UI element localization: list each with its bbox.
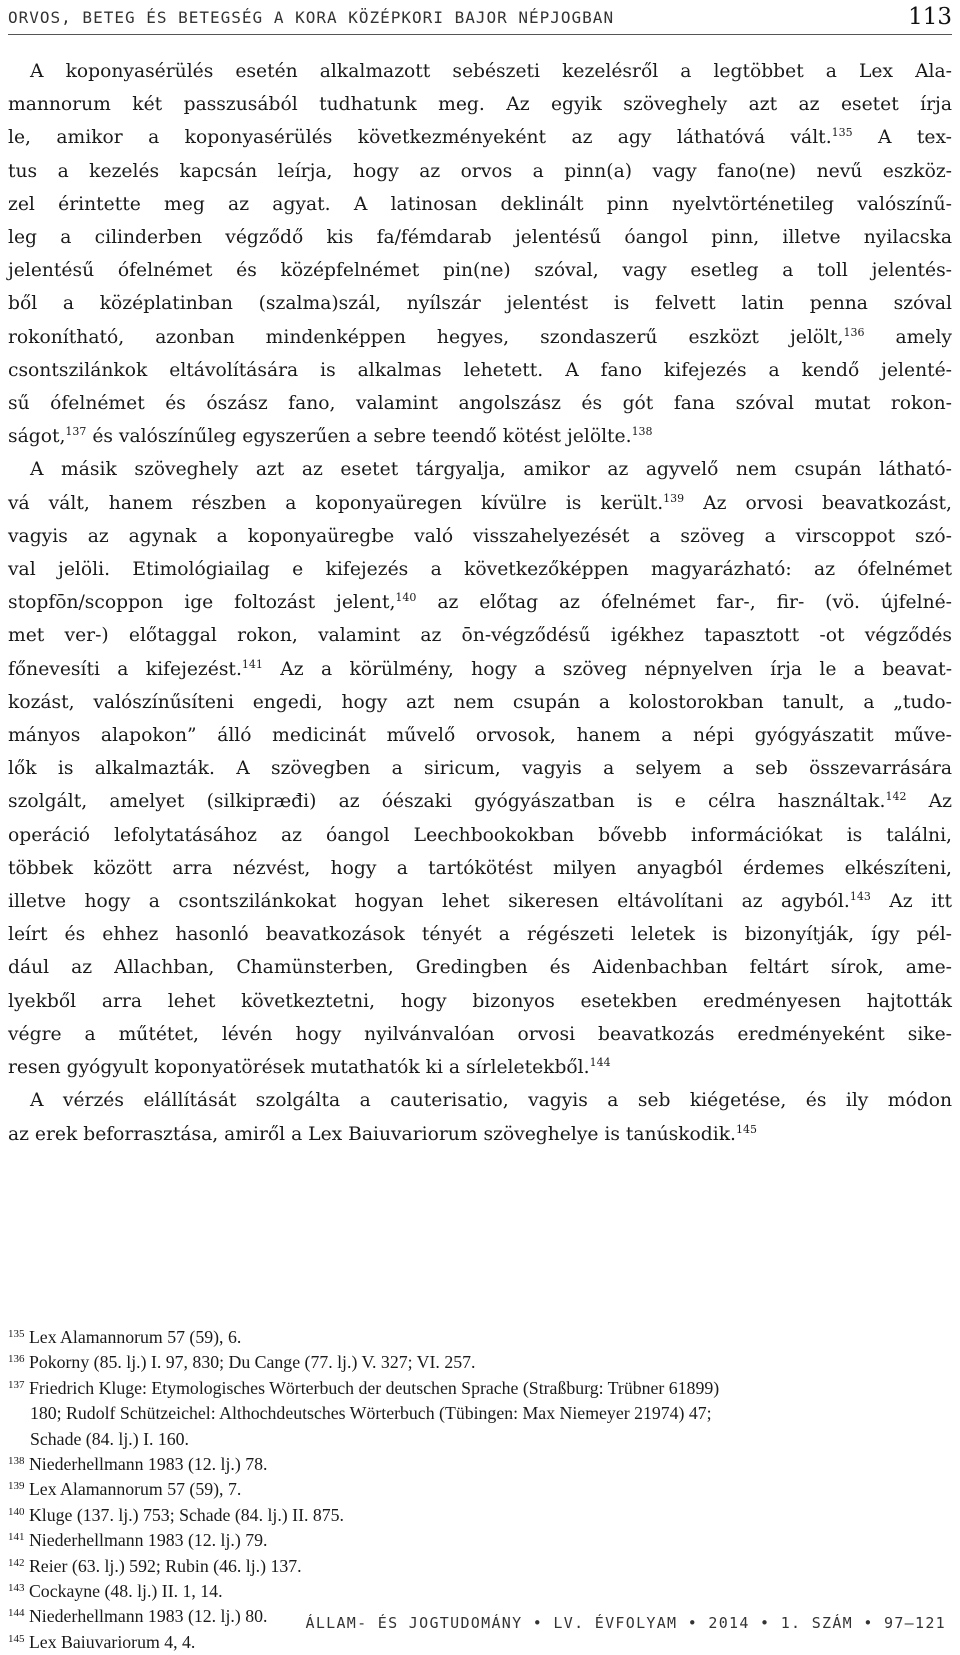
text-line: jelentésű ófelnémet és középfelnémet pin(ne) szóval, vagy esetleg a toll jelentés- — [8, 260, 952, 282]
main-text — [8, 55, 952, 1151]
header-rule — [8, 34, 952, 35]
text-line: dául az Allachban, Chamünsterben, Gredingben és Aidenbachban feltárt sírok, ame- — [8, 957, 952, 979]
text-line: csontszilánkok eltávolítására is alkalmas lehetett. A fano kifejezés a kendő jelenté- — [8, 359, 952, 381]
text-line: sű ófelnémet és ószász fano, valamint angolszász és gót fana szóval mutat rokon- — [8, 393, 952, 415]
footnote: $^{144}$ Niederhellmann 1983 (12. lj.) 80. — [8, 1606, 268, 1627]
page-number: 113 — [908, 4, 952, 30]
text-line: le, amikor a koponyasérülés következményeként az agy láthatóvá vált.$^{135}$ A tex- — [8, 126, 952, 149]
text-line: stopfōn/scoppon ige foltozást jelent,$^{140}$ az előtag az ófelnémet far-, fir- (vö. újfelné- — [8, 591, 952, 614]
text-line: operáció lefolytatásához az óangol Leechbookokban bővebb információkat is találni, — [8, 824, 952, 846]
text-line: ságot,$^{137}$ és valószínűleg egyszerűen a sebre teendő kötést jelölte.$^{138}$ — [8, 425, 653, 448]
footnote: $^{137}$ Friedrich Kluge: Etymologisches Wörterbuch der deutschen Sprache (Straßburg: Trübner 61899) — [8, 1377, 720, 1398]
footnote: 180; Rudolf Schützeichel: Althochdeutsches Wörterbuch (Tübingen: Max Niemeyer 21974) 47; — [30, 1403, 712, 1424]
text-line: leg a cilinderben végződő kis fa/fémdarab jelentésű óangol pinn, illetve nyilacska — [8, 227, 952, 249]
paragraph — [8, 55, 952, 453]
text-line: resen gyógyult koponyatörések mutathatók ki a sírleletekből.$^{144}$ — [8, 1056, 611, 1079]
text-line: ből a középlatinban (szalma)szál, nyílszár jelentést is felvett latin penna szóval — [8, 293, 952, 315]
footnote: $^{143}$ Cockayne (48. lj.) II. 1, 14. — [8, 1581, 223, 1602]
text-line: lők is alkalmazták. A szövegben a siricum, vagyis a selyem a seb összevarrására — [8, 758, 952, 780]
text-line: val jelöli. Etimológiailag e kifejezés a következőképpen magyarázható: az ófelnémet — [8, 559, 952, 581]
text-line: A koponyasérülés esetén alkalmazott sebészeti kezelésről a legtöbbet a Lex Ala- — [30, 61, 952, 82]
text-line: lyekből arra lehet következtetni, hogy bizonyos esetekben eredményesen hajtották — [8, 990, 952, 1012]
footnote: $^{141}$ Niederhellmann 1983 (12. lj.) 79. — [8, 1530, 268, 1551]
text-line: tus a kezelés kapcsán leírja, hogy az orvos a pinn(a) vagy fano(ne) nevű eszköz- — [8, 160, 952, 182]
footnote: $^{135}$ Lex Alamannorum 57 (59), 6. — [8, 1327, 242, 1347]
footnote: Schade (84. lj.) I. 160. — [30, 1428, 190, 1449]
running-footer: ÁLLAM- ÉS JOGTUDOMÁNY • LV. ÉVFOLYAM • 2014 • 1. SZÁM • 97–121 — [305, 1614, 946, 1632]
document-page — [8, 0, 953, 1652]
running-header — [8, 2, 952, 32]
footnote: $^{136}$ Pokorny (85. lj.) I. 97, 830; Du Cange (77. lj.) V. 327; VI. 257. — [8, 1352, 476, 1373]
text-line: mányos alapokon” álló medicinát művelő orvosok, hanem a népi gyógyászatit műve- — [8, 725, 952, 747]
text-line: leírt és ehhez hasonló beavatkozások tényét a régészeti leletek is bizonyítják, így pél- — [8, 924, 952, 946]
text-line: vá vált, hanem részben a koponyaüregen kívülre is került.$^{139}$ Az orvosi beavatkozást, — [8, 491, 952, 514]
footnote: $^{145}$ Lex Baiuvariorum 4, 4. — [8, 1631, 196, 1652]
text-line: kozást, valószínűsíteni engedi, hogy azt nem csupán a kolostorokban tanult, a „tudo- — [8, 691, 952, 713]
text-line: többek között arra nézvést, hogy a tartókötést milyen anyagból érdemes elkészíteni, — [8, 857, 952, 879]
text-line: illetve hogy a csontszilánkokat hogyan lehet sikeresen eltávolítani az agyból.$^{143}$ Az itt — [8, 890, 952, 913]
text-line: rokonítható, azonban mindenképpen hegyes, szondaszerű eszközt jelölt,$^{136}$ amely — [8, 325, 952, 348]
text-line: főnevesíti a kifejezést.$^{141}$ Az a körülmény, hogy a szöveg népnyelven írja le a beavat- — [8, 657, 953, 680]
footnote: $^{140}$ Kluge (137. lj.) 753; Schade (84. lj.) II. 875. — [8, 1504, 345, 1525]
paragraph — [8, 453, 952, 1084]
text-line: A vérzés elállítását szolgálta a cauterisatio, vagyis a seb kiégetése, és ily módon — [30, 1090, 952, 1112]
text-line: zel érintette meg az agyat. A latinosan deklinált pinn nyelvtörténetileg valószínű- — [8, 193, 952, 215]
text-line: szolgált, amelyet (silkipræđi) az óészaki gyógyászatban is e célra használtak.$^{142}$ Az — [8, 790, 952, 813]
paragraph — [8, 1084, 952, 1150]
text-line: vagyis az agynak a koponyaüregbe való visszahelyezését a szöveg a virscoppot szó- — [8, 525, 952, 547]
text-line: met ver-) előtaggal rokon, valamint az ōn-végződésű igékhez tapasztott -ot végződés — [8, 625, 952, 647]
text-line: végre a műtétet, lévén hogy nyilvánvalóan orvosi beavatkozás eredményeként sike- — [8, 1023, 952, 1045]
footnotes — [8, 1325, 952, 1655]
running-title: ORVOS, BETEG ÉS BETEGSÉG A KORA KÖZÉPKORI BAJOR NÉPJOGBAN — [8, 7, 615, 27]
footnote: $^{139}$ Lex Alamannorum 57 (59), 7. — [8, 1479, 242, 1500]
text-line: mannorum két passzusából tudhatunk meg. Az egyik szöveghely azt az esetet írja — [8, 94, 952, 116]
text-line: az erek beforrasztása, amiről a Lex Baiuvariorum szöveghelye is tanúskodik.$^{145}$ — [8, 1122, 757, 1145]
text-line: A másik szöveghely azt az esetet tárgyalja, amikor az agyvelő nem csupán látható- — [30, 459, 952, 481]
footnote: $^{142}$ Reier (63. lj.) 592; Rubin (46. lj.) 137. — [8, 1555, 302, 1576]
footnote: $^{138}$ Niederhellmann 1983 (12. lj.) 78. — [8, 1454, 268, 1475]
